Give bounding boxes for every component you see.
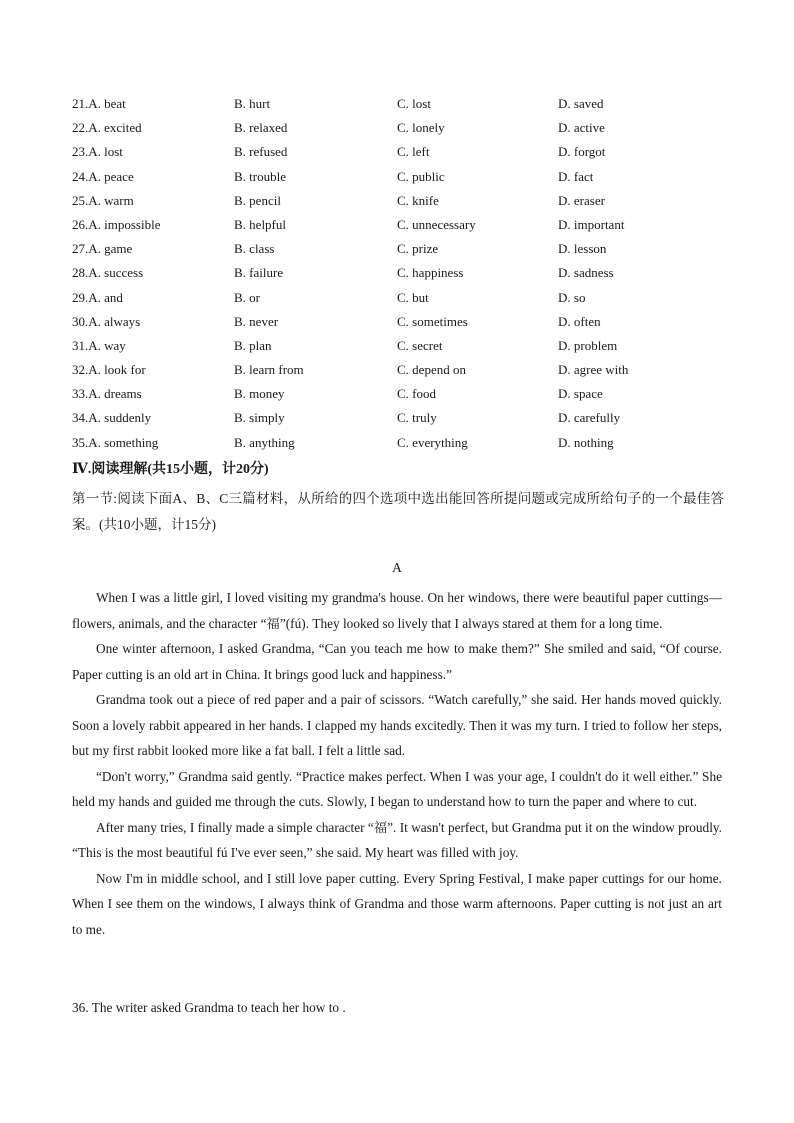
option-row-24 [72, 167, 732, 191]
option-d: D. saved [558, 96, 604, 111]
option-c: C. sometimes [397, 313, 468, 329]
passage-paragraph: “Don't worry,” Grandma said gently. “Practice makes perfect. When I was your age, I couldn't do it well either.” She held my hands and guided me through the cuts. Slowly, I began to understand how to turn the paper and where to cut. [72, 768, 722, 809]
option-row-31 [72, 336, 732, 360]
option-d: D. forgot [558, 144, 606, 160]
option-d: D. sadness [558, 265, 614, 281]
option-row-23 [72, 142, 732, 166]
option-a: 24.A. peace [72, 168, 134, 184]
option-a: 28.A. success [72, 265, 144, 281]
option-c: C. depend on [397, 362, 466, 378]
option-a: 29.A. and [72, 289, 123, 305]
option-a: 27.A. game [72, 241, 133, 257]
option-c: C. left [397, 144, 430, 160]
option-c: C. public [397, 168, 445, 184]
option-c: C. lonely [397, 120, 445, 136]
option-a: 30.A. always [72, 313, 141, 329]
option-c: C. everything [397, 434, 468, 450]
option-d: D. important [558, 216, 625, 232]
option-b: B. learn from [234, 362, 304, 378]
option-c: C. secret [397, 337, 443, 353]
answer-options-table [72, 94, 732, 457]
option-a: 32.A. look for [72, 362, 146, 378]
option-c: C. prize [397, 241, 439, 257]
option-d: D. space [558, 386, 603, 402]
option-b: B. never [234, 313, 279, 329]
option-row-26 [72, 215, 732, 239]
option-a: 23.A. lost [72, 144, 123, 160]
option-d: D. lesson [558, 241, 607, 257]
option-d: D. nothing [558, 434, 614, 450]
section-title: Ⅳ.阅读理解(共15小题，计20分) [72, 462, 269, 477]
option-row-30 [72, 312, 732, 336]
option-b: B. relaxed [234, 120, 288, 136]
option-row-25 [72, 191, 732, 215]
option-d: D. carefully [558, 410, 621, 426]
option-row-29 [72, 288, 732, 312]
passage-paragraph: Grandma took out a piece of red paper and a pair of scissors. “Watch carefully,” she said. Her hands moved quickly. Soon a lovely rabbit appeared in her hands. I clapped my hands excitedly. Then it was my turn. I tried to follow her steps, but my first rabbit looked more like a fat ball. I felt a little sad. [72, 692, 722, 758]
option-row-21 [72, 94, 732, 118]
option-row-22 [72, 118, 732, 142]
option-b: B. or [234, 289, 260, 305]
option-row-32 [72, 360, 732, 384]
option-a: 25.A. warm [72, 192, 134, 208]
option-row-33 [72, 384, 732, 408]
option-a: 26.A. impossible [72, 216, 161, 232]
option-b: B. class [234, 241, 275, 257]
option-b: B. plan [234, 337, 272, 353]
question-36: 36. The writer asked Grandma to teach her how to . [72, 1000, 346, 1015]
option-c: C. knife [397, 192, 439, 208]
option-row-35 [72, 433, 732, 457]
option-c: C. food [397, 386, 436, 402]
option-b: B. refused [234, 144, 288, 160]
option-d: D. active [558, 120, 605, 136]
passage-label: A [392, 560, 402, 575]
option-d: D. fact [558, 168, 594, 184]
option-a: 22.A. excited [72, 120, 142, 136]
section-instructions: 第一节:阅读下面A、B、C三篇材料，从所给的四个选项中选出能回答所提问题或完成所给句子的一个最佳答案。(共10小题，计15分) [72, 491, 724, 532]
option-b: B. anything [234, 434, 295, 450]
option-row-34 [72, 408, 732, 432]
option-c: C. truly [397, 410, 437, 426]
option-a: 31.A. way [72, 337, 126, 353]
option-c: C. lost [397, 96, 431, 111]
option-a: 33.A. dreams [72, 386, 142, 402]
option-c: C. unnecessary [397, 216, 476, 232]
option-b: B. failure [234, 265, 284, 281]
option-d: D. eraser [558, 192, 605, 208]
option-b: B. helpful [234, 216, 286, 232]
option-row-27 [72, 239, 732, 263]
option-c: C. but [397, 289, 429, 305]
passage-paragraph: Now I'm in middle school, and I still love paper cutting. Every Spring Festival, I make paper cuttings for our home. When I see them on the windows, I always think of Grandma and those warm afternoons. Paper cutting is not just an art to me. [72, 870, 722, 937]
passage-paragraph: One winter afternoon, I asked Grandma, “Can you teach me how to make them?” She smiled and said, “Of course. Paper cutting is an old art in China. It brings good luck and happiness.” [72, 641, 722, 682]
option-a: 35.A. something [72, 434, 159, 450]
passage-paragraph: When I was a little girl, I loved visiting my grandma's house. On her windows, there were beautiful paper cuttings—flowers, animals, and the character “福”(fú). They looked so lively that I always stared at them for a long time. [72, 590, 722, 631]
option-d: D. agree with [558, 362, 629, 378]
passage-paragraph: After many tries, I finally made a simple character “福”. It wasn't perfect, but Grandma put it on the window proudly. “This is the most beautiful fú I've ever seen,” she said. My heart was filled with joy. [72, 819, 722, 860]
option-d: D. problem [558, 337, 618, 353]
option-b: B. pencil [234, 192, 281, 208]
option-b: B. simply [234, 410, 285, 426]
option-c: C. happiness [397, 265, 464, 281]
option-b: B. trouble [234, 168, 286, 184]
option-row-28 [72, 263, 732, 287]
option-a: 21.A. beat [72, 96, 126, 111]
option-b: B. hurt [234, 96, 271, 111]
option-d: D. so [558, 289, 586, 305]
reading-passage [72, 585, 722, 942]
option-d: D. often [558, 313, 601, 329]
option-b: B. money [234, 386, 285, 402]
option-a: 34.A. suddenly [72, 410, 152, 426]
